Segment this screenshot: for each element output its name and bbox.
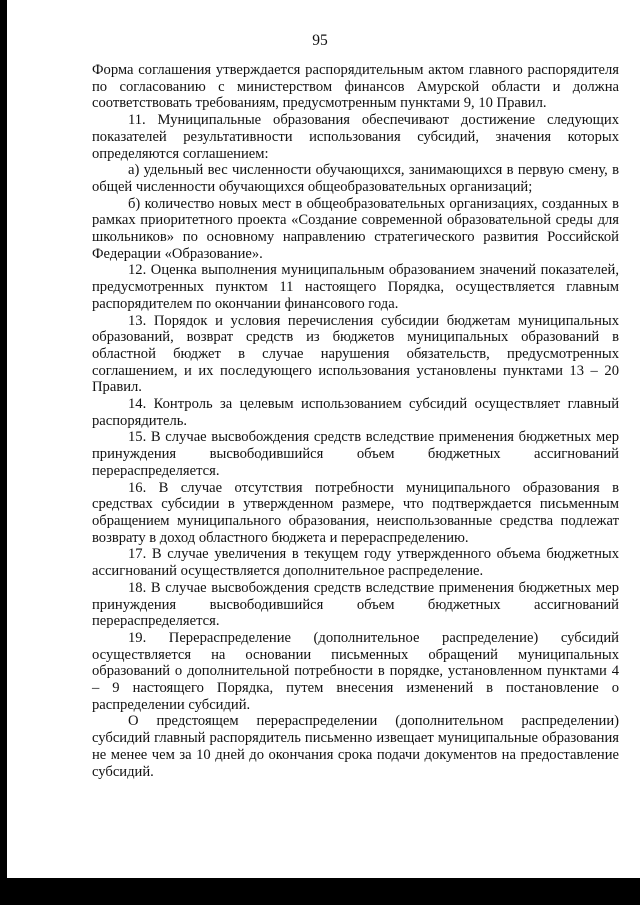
- paragraph-16: 16. В случае отсутствия потребности муниципального образования в средствах субсидии в утвержденном размере, что подтверждается письменным обращением муниципального образования, неиспользованные средства подлежат возврату в доход областного бюджета и перераспределению.: [92, 479, 619, 546]
- paragraph-11: 11. Муниципальные образования обеспечивают достижение следующих показателей результативности использования субсидий, значения которых определяются соглашением:: [92, 112, 619, 162]
- paragraph-15: 15. В случае высвобождения средств вследствие применения бюджетных мер принуждения высвободившийся объем бюджетных ассигнований перераспределяется.: [92, 429, 619, 479]
- document-body: [92, 62, 619, 780]
- scan-left-edge: [0, 0, 7, 905]
- paragraph-17: 17. В случае увеличения в текущем году утвержденного объема бюджетных ассигнований осуществляется дополнительное распределение.: [92, 546, 619, 580]
- paragraph-notice: О предстоящем перераспределении (дополнительном распределении) субсидий главный распорядитель письменно извещает муниципальные образования не менее чем за 10 дней до окончания срока подачи документов на предоставление субсидий.: [92, 713, 619, 780]
- page-number: 95: [312, 32, 328, 49]
- paragraph-19: 19. Перераспределение (дополнительное распределение) субсидий осуществляется на основании письменных обращений муниципальных образований о дополнительной потребности в порядке, установленном пунктами 4 – 9 настоящего Порядка, путем внесения изменений в постановление о распределении субсидий.: [92, 629, 619, 713]
- paragraph-11-a: а) удельный вес численности обучающихся, занимающихся в первую смену, в общей численности обучающихся общеобразовательных организаций;: [92, 162, 619, 195]
- paragraph-14: 14. Контроль за целевым использованием субсидий осуществляет главный распорядитель.: [92, 396, 619, 429]
- paragraph-11-b: б) количество новых мест в общеобразовательных организациях, созданных в рамках приоритетного проекта «Создание современной образовательной среды для школьников» по основному направлению стратегического развития Российской Федерации «Образование».: [92, 195, 619, 262]
- paragraph-13: 13. Порядок и условия перечисления субсидии бюджетам муниципальных образований, возврат средств из бюджетов муниципальных образований в областной бюджет в случае нарушения обязательств, предусмотренных соглашением, и их последующего использования установлены пунктами 13 – 20 Правил.: [92, 312, 619, 396]
- paragraph-12: 12. Оценка выполнения муниципальным образованием значений показателей, предусмотренных пунктом 11 настоящего Порядка, осуществляется главным распорядителем по окончании финансового года.: [92, 262, 619, 312]
- paragraph-18: 18. В случае высвобождения средств вследствие применения бюджетных мер принуждения высвободившийся объем бюджетных ассигнований перераспределяется.: [92, 579, 619, 630]
- paragraph-form-agreement: Форма соглашения утверждается распорядительным актом главного распорядителя по согласованию с министерством финансов Амурской области и должна соответствовать требованиям, предусмотренным пунктами 9, 10 Правил.: [92, 62, 619, 112]
- scan-bottom-edge: [0, 878, 640, 905]
